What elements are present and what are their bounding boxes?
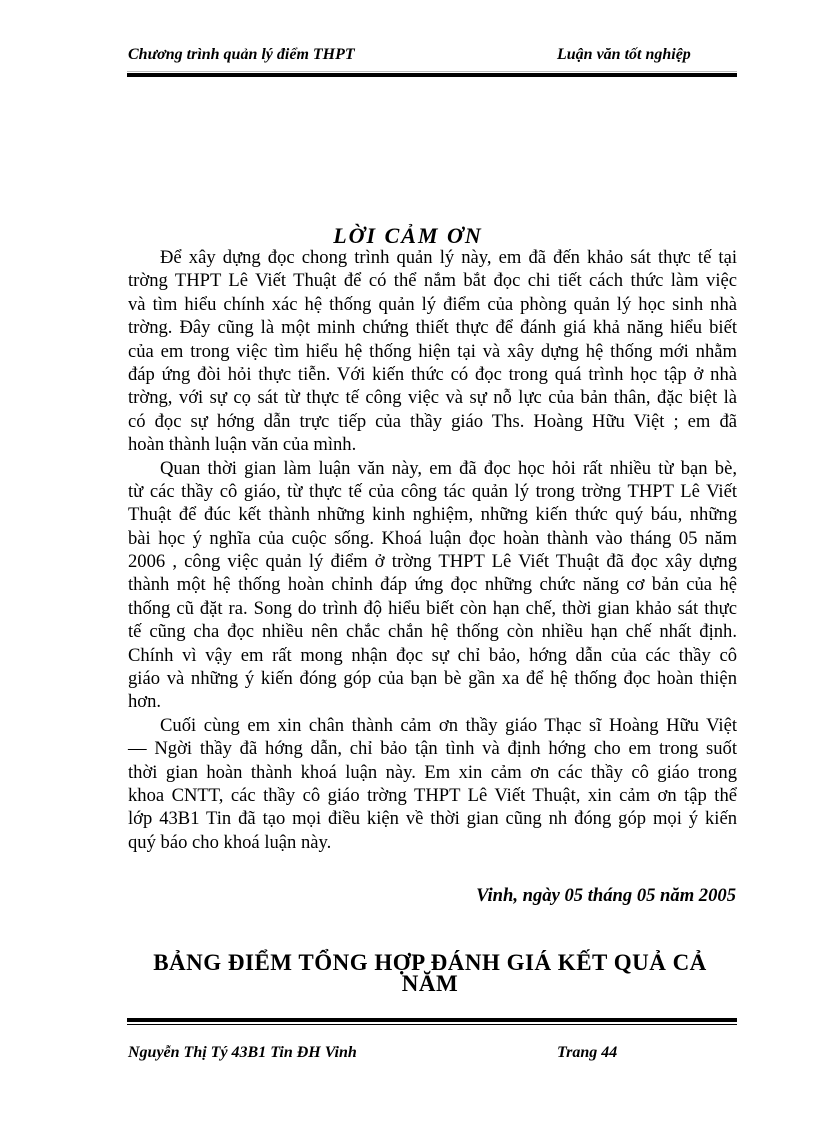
paragraph-line: của em trong việc tìm hiểu hệ thống hiện tại và xây dựng hệ thống mới nhằm: [128, 340, 737, 362]
paragraph-line: hoàn thành luận văn của mình.: [128, 434, 357, 456]
body-text: [128, 246, 737, 854]
paragraph-line: thời gian hoàn thành khoá luận này. Em xin cảm ơn các thầy cô giáo trong: [128, 761, 737, 783]
paragraph-line: lớp 43B1 Tin đã tạo mọi điều kiện về thời gian cũng nh đóng góp mọi ý kiến: [128, 808, 737, 830]
paragraph-line: khoa CNTT, các thầy cô giáo trờng THPT Lê Viết Thuật, xin cảm ơn tập thể: [128, 784, 737, 806]
paragraph-line: 2006 , công việc quản lý điểm ở trờng THPT Lê Viết Thuật đã đọc xây dựng: [128, 551, 737, 573]
paragraph-line: trờng THPT Lê Viết Thuật để có thể nắm bắt đọc chi tiết cách thức làm việc: [128, 270, 737, 292]
paragraph-line: thống cũ đặt ra. Song do trình độ hiểu biết còn hạn chế, thời gian khảo sát thực: [128, 597, 737, 619]
header-rule: [127, 73, 737, 77]
footer-rule-thin: [127, 1024, 737, 1025]
footer-page-number: Trang 44: [557, 1044, 618, 1061]
paragraph-line: trờng, với sự cọ sát từ thực tế công việc và sự nỗ lực của bản thân, đặc biệt là: [128, 387, 737, 409]
paragraph-line: tế cũng cha đọc nhiều nên chắc chắn hệ thống còn nhiều hạn chế nhất định.: [128, 621, 737, 643]
paragraph-line: Chính vì vậy em rất mong nhận đọc sự chỉ bảo, hớng dẫn của các thầy cô: [128, 644, 737, 666]
header-right: Luận văn tốt nghiệp: [557, 46, 691, 63]
page-title: LỜI CẢM ƠN: [333, 223, 483, 248]
header-rule-thin: [127, 71, 737, 72]
paragraph-line: trờng. Đây cũng là một minh chứng thiết thực để đánh giá khả năng hiểu biết: [128, 317, 737, 339]
signature-line: Vinh, ngày 05 tháng 05 năm 2005: [476, 885, 736, 906]
paragraph-line: và tìm hiểu chính xác hệ thống quản lý điểm của phòng quản lý học sinh nhà: [128, 293, 737, 315]
paragraph-line: giáo và những ý kiến đóng góp của bạn bè gần xa để hệ thống đọc hoàn thiện: [128, 668, 737, 690]
paragraph-line: quý báo cho khoá luận này.: [128, 831, 332, 853]
section-heading: [110, 952, 750, 994]
paragraph-line: Để xây dựng đọc chong trình quản lý này, em đã đến khảo sát thực tế tại: [160, 247, 737, 268]
paragraph-line: Cuối cùng em xin chân thành cảm ơn thầy giáo Thạc sĩ Hoàng Hữu Việt: [160, 714, 737, 736]
paragraph-line: hơn.: [128, 691, 162, 713]
paragraph-line: thành một hệ thống hoàn chỉnh đáp ứng đọc những chức năng cơ bản của hệ: [128, 574, 737, 596]
footer-left: Nguyễn Thị Tý 43B1 Tin ĐH Vinh: [128, 1044, 357, 1061]
paragraph-line: Quan thời gian làm luận văn này, em đã đọc học hỏi rất nhiều từ bạn bè,: [160, 457, 737, 479]
footer-rule-thick: [127, 1018, 737, 1022]
paragraph-line: — Ngời thầy đã hớng dẫn, chỉ bảo tận tình và định hớng cho em trong suốt: [128, 738, 737, 760]
section-heading-line-2: NĂM: [401, 971, 459, 996]
paragraph-line: đáp ứng đòi hỏi thực tiễn. Với kiến thức có đọc trong quá trình học tập ở nhà: [128, 363, 737, 385]
paragraph-line: bài học ý nghĩa của cuộc sống. Khoá luận đọc hoàn thành vào tháng 05 năm: [128, 527, 737, 549]
paragraph-line: có đọc sự hớng dẫn trực tiếp của thầy giáo Ths. Hoàng Hữu Việt ; em đã: [128, 410, 737, 432]
section-heading-line-1: BẢNG ĐIỂM TỔNG HỢP ĐÁNH GIÁ KẾT QUẢ CẢ: [153, 950, 707, 975]
paragraph-line: Thuật để đúc kết thành những kinh nghiệm, những kiến thức quý báu, những: [128, 504, 737, 526]
paragraph-line: từ các thầy cô giáo, từ thực tế của công tác quản lý trong trờng THPT Lê Viết: [128, 480, 737, 502]
header-left: Chương trình quản lý điểm THPT: [128, 46, 355, 63]
